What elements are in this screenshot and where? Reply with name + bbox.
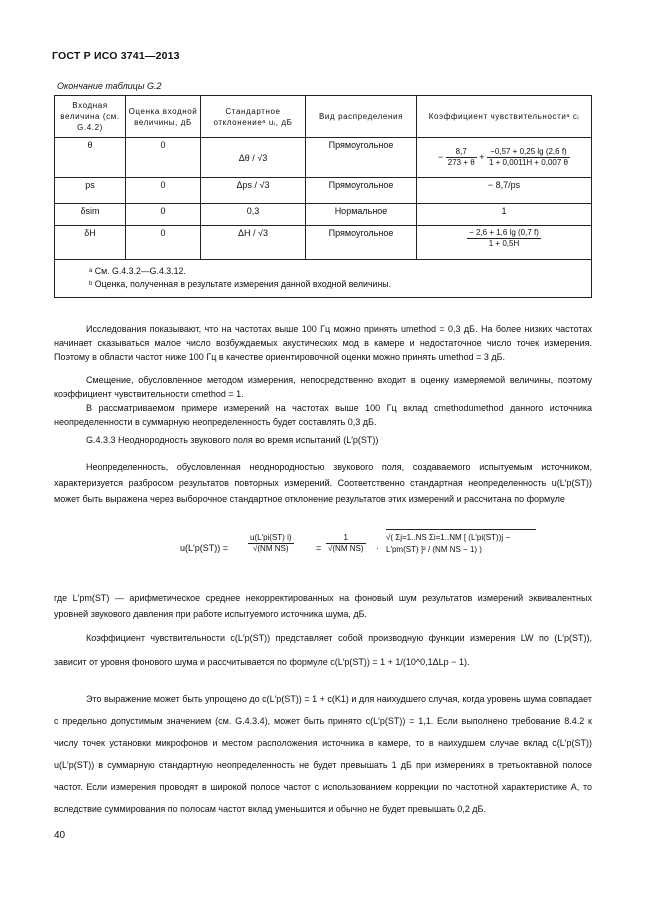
- table-row: [55, 204, 592, 226]
- table-row: [55, 178, 592, 204]
- cell-estimate: 0: [126, 138, 201, 178]
- cell-coef: [417, 226, 592, 260]
- note-b: ᵇ Оценка, полученная в результате измерения данной входной величины.: [89, 279, 392, 289]
- paragraph-2: Смещение, обусловленное методом измерения, непосредственно входит в оценку измеряемой величины, поэтому коэффициент чувствительности cmethod = 1.: [54, 375, 592, 399]
- cell-dist: Прямоугольное: [306, 178, 417, 204]
- header-cell: Стандартное отклонениеᵃ uᵢ, дБ: [201, 96, 306, 138]
- cell-quantity: θ: [55, 138, 126, 178]
- document-header: ГОСТ Р ИСО 3741—2013: [52, 50, 180, 62]
- paragraph-7: Это выражение может быть упрощено до c(L′p(ST)) = 1 + c(K1) и для наихудшего случая, когда уровень шума совпадает с предельно допустимым значением (см. G.4.3.4), может быть принято c(L′p(ST)) = 1,1. Если выполнено требование 8.4.2 к числу точек установки микрофонов и местом расположения источника в камере, то в наихудшем случае вклад c(L′p(ST)) u(L′p(ST)) в суммарную стандартную неопределенность не будет превышать 1 дБ при измерениях в третьоктавной полосе частот. Если измерения проводят в широкой полосе частот с использованием коррекции по частотной характеристике A, то вследствие суммирования по полосам частот вклад уменьшится и обычно не будет превышать 0,2 дБ.: [54, 694, 592, 814]
- coefficient-table: [54, 95, 592, 298]
- table-row: [55, 138, 592, 178]
- cell-dist: Прямоугольное: [306, 226, 417, 260]
- cell-estimate: 0: [126, 178, 201, 204]
- cell-std: ΔH / √3: [201, 226, 306, 260]
- cell-coef: − $\frac{8,7}{273 + \theta}$ + $\frac{-0,57 + 0,25 \lg (2,6 f)}{1 + 0,0011H + 0,007 \theta}$: [417, 138, 592, 178]
- header-cell: Коэффициент чувствительностиᵃ cᵢ: [417, 96, 592, 138]
- formula-frac-2: $\frac{1}{\text{√(NM NS)}}$: [328, 533, 364, 553]
- table-row: [55, 226, 592, 260]
- cell-quantity: δsim: [55, 204, 126, 226]
- paragraph-3: В рассматриваемом примере измерений на частотах выше 100 Гц вклад cmethodumethod данного источника неопределенности в суммарную неопределенность будет составлять 0,3 дБ.: [54, 403, 592, 427]
- cell-quantity: δH: [55, 226, 126, 260]
- formula-block: u(L′p(ST)) = $\frac{u(L'pi(ST) i)}{\text{√(NM NS)}}$ = $\frac{1}{\text{√(NM NS)}}$ · √( Σj=1..NS Σi=1..NM [ (L′pi(ST))j − L′pm(ST) ]² / (NM NS − 1) ): [180, 525, 540, 580]
- coef-fraction-1: $\frac{8,7}{273 + \theta}$: [447, 147, 475, 167]
- cell-quantity: ps: [55, 178, 126, 204]
- cell-std: Δθ / √3: [201, 138, 306, 178]
- cell-estimate: 0: [126, 204, 201, 226]
- cell-std: Δps / √3: [201, 178, 306, 204]
- formula-sum: √( Σj=1..NS Σi=1..NM [ (L′pi(ST))j − L′pm(ST) ]² / (NM NS − 1) ): [386, 529, 536, 556]
- paragraph-1: Исследования показывают, что на частотах выше 100 Гц можно принять umethod = 0,3 дБ. На более низких частотах начинает сказываться малое число возбуждаемых акустических мод в камере и недостаточное число точек измерения. Поэтому в области частот ниже 100 Гц в качестве ориентировочной оценки можно принять umethod = 3 дБ.: [54, 324, 592, 362]
- table-caption: Окончание таблицы G.2: [57, 81, 162, 91]
- table-notes: [55, 260, 592, 298]
- page-number: 40: [54, 830, 66, 841]
- formula-frac-1: $\frac{u(L'pi(ST) i)}{\text{√(NM NS)}}$: [250, 533, 292, 553]
- header-cell: Вид распределения: [306, 96, 417, 138]
- note-a: ᵃ См. G.4.3.2—G.4.3.12.: [89, 266, 186, 276]
- paragraph-5: где L′pm(ST) — арифметическое среднее некорректированных на фоновый шум результатов измерений эквивалентных уровней звукового давления при работе испытуемого источника шума, дБ.: [54, 593, 592, 619]
- formula-lhs: u(L′p(ST)) =: [180, 543, 228, 553]
- header-cell: Оценка входной величины, дБ: [126, 96, 201, 138]
- coef-fraction: $\frac{- 2,6 + 1,6 \lg (0,7 f)}{1 + 0,5H}$: [469, 228, 539, 248]
- table-header-row: [55, 96, 592, 138]
- table-notes-row: [55, 260, 592, 298]
- paragraph-4: Неопределенность, обусловленная неоднородностью звукового поля, создаваемого испытуемым источником, характеризуется разбросом результатов повторных измерений. Соответственно стандартная неопределенность u(L′p(ST)) может быть выражена через выборочное стандартное отклонение результатов этих измерений и рассчитана по формуле: [54, 462, 592, 504]
- section-heading: G.4.3.3 Неоднородность звукового поля во время испытаний (L′p(ST)): [86, 435, 379, 445]
- cell-coef: − 8,7/ps: [417, 178, 592, 204]
- paragraph-6: Коэффициент чувствительности c(L′p(ST)) представляет собой производную функции измерения LW по (L′p(ST)), зависит от уровня фонового шума и рассчитывается по формуле c(L′p(ST)) = 1 + 1/(10^0,1ΔLp − 1).: [54, 633, 592, 667]
- coef-fraction-2: $\frac{-0,57 + 0,25 \lg (2,6 f)}{1 + 0,0011H + 0,007 \theta}$: [488, 147, 568, 167]
- header-cell: Входная величина (см. G.4.2): [55, 96, 126, 138]
- cell-dist: Нормальное: [306, 204, 417, 226]
- cell-dist: Прямоугольное: [306, 138, 417, 178]
- cell-estimate: 0: [126, 226, 201, 260]
- cell-std: 0,3: [201, 204, 306, 226]
- cell-coef: 1: [417, 204, 592, 226]
